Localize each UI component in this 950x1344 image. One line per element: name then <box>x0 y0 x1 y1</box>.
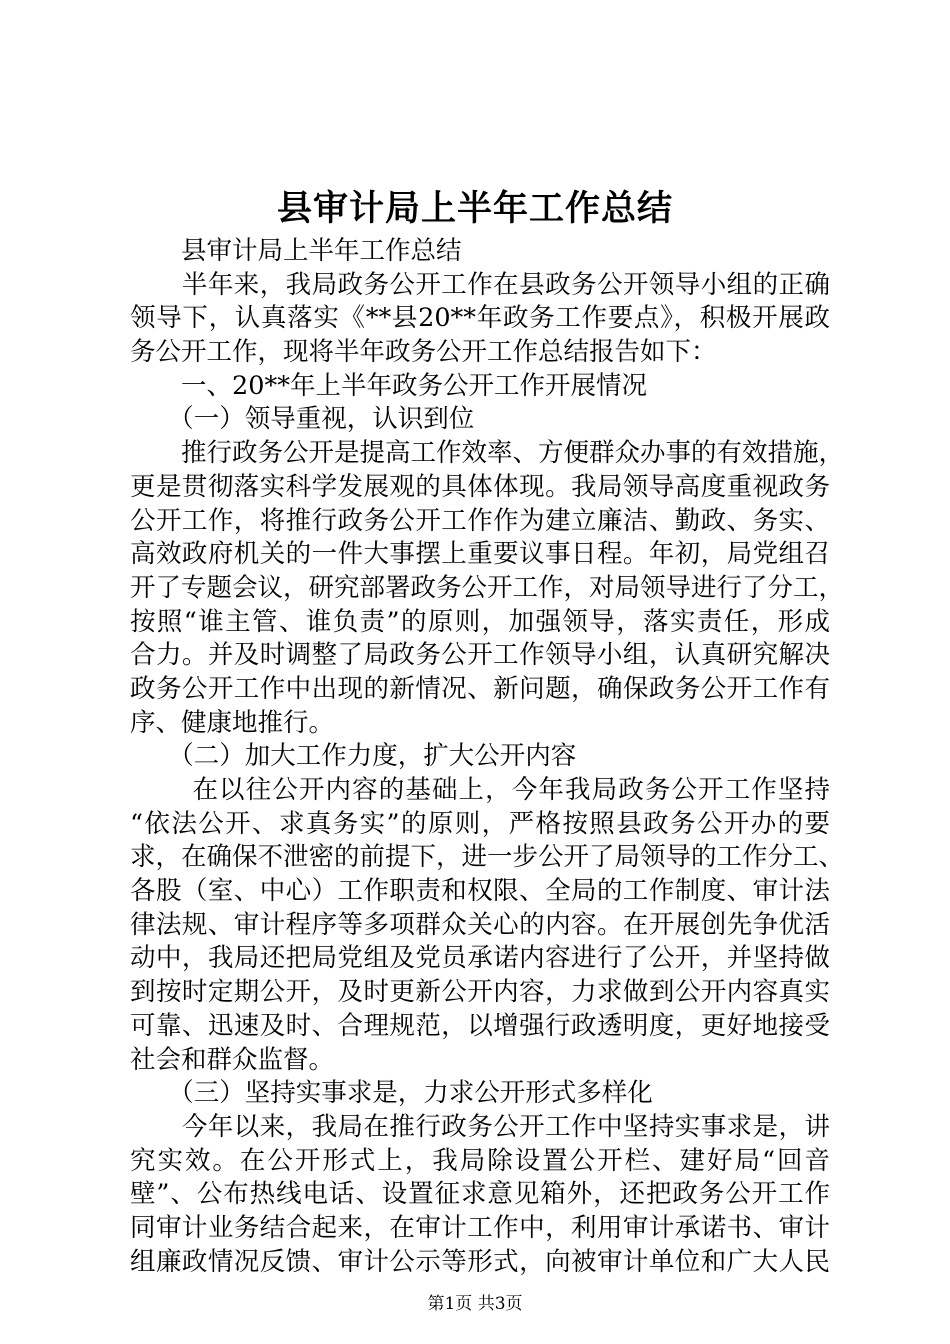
text-line: 律法规、审计程序等多项群众关心的内容。在开展创先争优活 <box>130 909 830 940</box>
text-line: 究实效。在公开形式上，我局除设置公开栏、建好局“回音 <box>130 1145 830 1176</box>
text-line: 公开工作，将推行政务公开工作作为建立廉洁、勤政、务实、 <box>130 505 830 536</box>
text-line: 同审计业务结合起来，在审计工作中，利用审计承诺书、审计 <box>130 1212 830 1243</box>
text-line: 领导下，认真落实《**县20**年政务工作要点》，积极开展政 <box>130 303 830 334</box>
text-line: 社会和群众监督。 <box>130 1044 335 1075</box>
text-line: 组廉政情况反馈、审计公示等形式，向被审计单位和广大人民 <box>130 1246 830 1277</box>
document-body <box>130 235 845 1279</box>
text-line: 更是贯彻落实科学发展观的具体体现。我局领导高度重视政务 <box>130 471 830 502</box>
text-line: 合力。并及时调整了局政务公开工作领导小组，认真研究解决 <box>130 640 830 671</box>
text-line: 一、20**年上半年政务公开工作开展情况 <box>130 370 647 401</box>
text-line: 政务公开工作中出现的新情况、新问题，确保政务公开工作有 <box>130 673 830 704</box>
text-line: 高效政府机关的一件大事摆上重要议事日程。年初，局党组召 <box>130 539 830 570</box>
document-title: 县审计局上半年工作总结 <box>276 188 673 229</box>
text-line: 今年以来，我局在推行政务公开工作中坚持实事求是，讲 <box>130 1111 830 1142</box>
text-line: 务公开工作，现将半年政务公开工作总结报告如下： <box>130 337 717 368</box>
text-line: 各股（室、中心）工作职责和权限、全局的工作制度、审计法 <box>130 876 830 907</box>
text-line: （一）领导重视，认识到位 <box>130 404 475 435</box>
text-line: 到按时定期公开，及时更新公开内容，力求做到公开内容真实 <box>130 977 830 1008</box>
text-line: 序、健康地推行。 <box>130 707 335 738</box>
text-line: “依法公开、求真务实”的原则，严格按照县政务公开办的要 <box>130 808 830 839</box>
text-line: 按照“谁主管、谁负责”的原则，加强领导，落实责任，形成 <box>130 606 830 637</box>
text-line: 求，在确保不泄密的前提下，进一步公开了局领导的工作分工、 <box>130 842 845 873</box>
text-line: 壁”、公布热线电话、设置征求意见箱外，还把政务公开工作 <box>130 1179 830 1210</box>
text-line: （三）坚持实事求是，力求公开形式多样化 <box>130 1078 653 1109</box>
text-line: 半年来，我局政务公开工作在县政务公开领导小组的正确 <box>130 269 830 300</box>
text-line: 在以往公开内容的基础上，今年我局政务公开工作坚持 <box>130 775 830 805</box>
text-line: 开了专题会议，研究部署政务公开工作，对局领导进行了分工， <box>130 572 845 603</box>
text-line: 推行政务公开是提高工作效率、方便群众办事的有效措施， <box>130 438 845 469</box>
text-line: 县审计局上半年工作总结 <box>130 236 462 266</box>
page-footer: 第1页 共3页 <box>427 1294 523 1314</box>
text-line: （二）加大工作力度，扩大公开内容 <box>130 741 577 772</box>
text-line: 动中，我局还把局党组及党员承诺内容进行了公开，并坚持做 <box>130 943 830 974</box>
text-line: 可靠、迅速及时、合理规范，以增强行政透明度，更好地接受 <box>130 1010 830 1041</box>
